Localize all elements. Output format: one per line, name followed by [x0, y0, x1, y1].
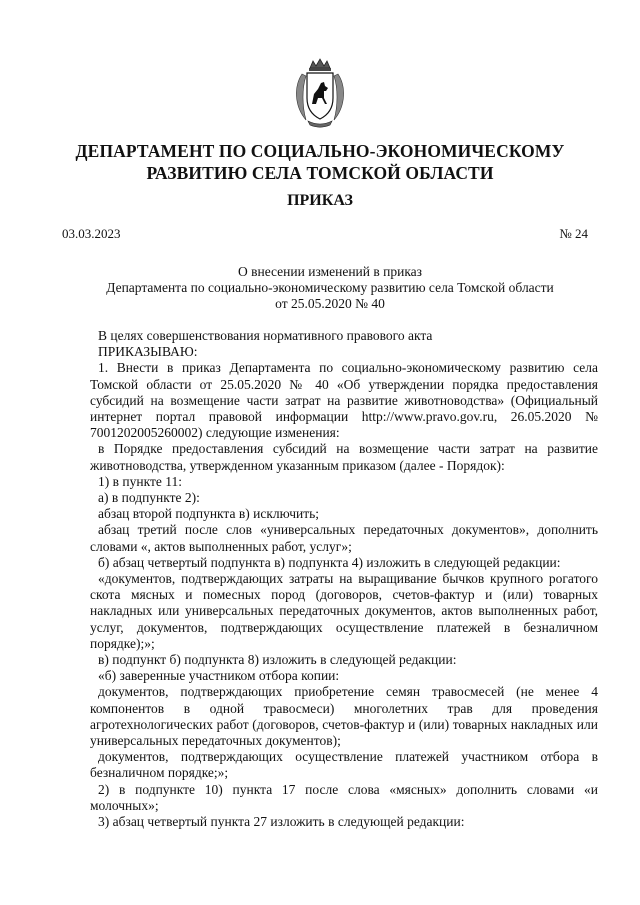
- subject-line-2: Департамента по социально-экономическому развитию села Томской области: [106, 280, 554, 295]
- paragraph-preamble: В целях совершенствования нормативного правового акта: [98, 328, 433, 343]
- paragraph-item-1: 1. Внести в приказ Департамента по социально-экономическому развитию села Томской области от 25.05.2020 № 40 «Об утверждении порядка предоставления субсидий на возмещение части затрат на развитие животноводства» (Официальный интернет портал правовой информации http://www.pravo.gov.ru, 26.05.2020 № 7001202005260002) следующие изменения:: [90, 360, 598, 441]
- order-subject: [90, 264, 570, 312]
- organization-name: [70, 140, 570, 184]
- org-line-2: РАЗВИТИЮ СЕЛА ТОМСКОЙ ОБЛАСТИ: [146, 163, 494, 183]
- coat-of-arms-emblem: [292, 58, 348, 128]
- paragraph-item-3: 3) абзац четвертый пункта 27 изложить в следующей редакции:: [98, 814, 465, 830]
- paragraph-supplement: абзац третий после слов «универсальных передаточных документов», дополнить словами «, актов выполненных работ, услуг»;: [90, 522, 598, 554]
- paragraph-subpoint-b: б) абзац четвертый подпункта в) подпункта 4) изложить в следующей редакции:: [98, 554, 561, 570]
- document-type: ПРИКАЗ: [287, 192, 353, 209]
- order-body: [90, 328, 598, 830]
- paragraph-item-2: 2) в подпункте 10) пункта 17 после слова «мясных» дополнить словами «и молочных»;: [90, 781, 598, 813]
- paragraph-subpoint-a: а) в подпункте 2):: [98, 490, 200, 506]
- paragraph-procedure: в Порядке предоставления субсидий на возмещение части затрат на развитие животноводства, утвержденном указанным приказом (далее - Порядок):: [90, 441, 598, 473]
- subject-line-3: от 25.05.2020 № 40: [275, 296, 385, 311]
- paragraph-order-word: ПРИКАЗЫВАЮ:: [98, 344, 198, 360]
- order-number: № 24: [559, 226, 588, 241]
- paragraph-exclude: абзац второй подпункта в) исключить;: [98, 506, 320, 522]
- paragraph-documents-costs: «документов, подтверждающих затраты на выращивание бычков крупного рогатого скота мясных и помесных пород (договоров, счетов-фактур и (или) товарных накладных или универсальных передаточных документов, актов выполненных работ, услуг, документов, подтверждающих осуществление платежей в безналичном порядке);»;: [90, 571, 598, 651]
- paragraph-subpoint-v: в) подпункт б) подпункта 8) изложить в следующей редакции:: [98, 652, 457, 668]
- subject-line-1: О внесении изменений в приказ: [237, 264, 423, 279]
- org-line-1: ДЕПАРТАМЕНТ ПО СОЦИАЛЬНО-ЭКОНОМИЧЕСКОМУ: [75, 141, 565, 161]
- paragraph-certified-copies: «б) заверенные участником отбора копии:: [98, 668, 340, 684]
- paragraph-point-11: 1) в пункте 11:: [98, 473, 182, 489]
- order-date: 03.03.2023: [62, 226, 121, 241]
- paragraph-seeds-documents: документов, подтверждающих приобретение семян травосмесей (не менее 4 компонентов в одной травосмеси) многолетних трав для проведения агротехнологических работ (договоров, счетов-фактур и (или) товарных накладных или универсальных передаточных документов);: [90, 684, 598, 749]
- paragraph-payments-documents: документов, подтверждающих осуществление платежей участником отбора в безналичном порядке;»;: [90, 749, 598, 781]
